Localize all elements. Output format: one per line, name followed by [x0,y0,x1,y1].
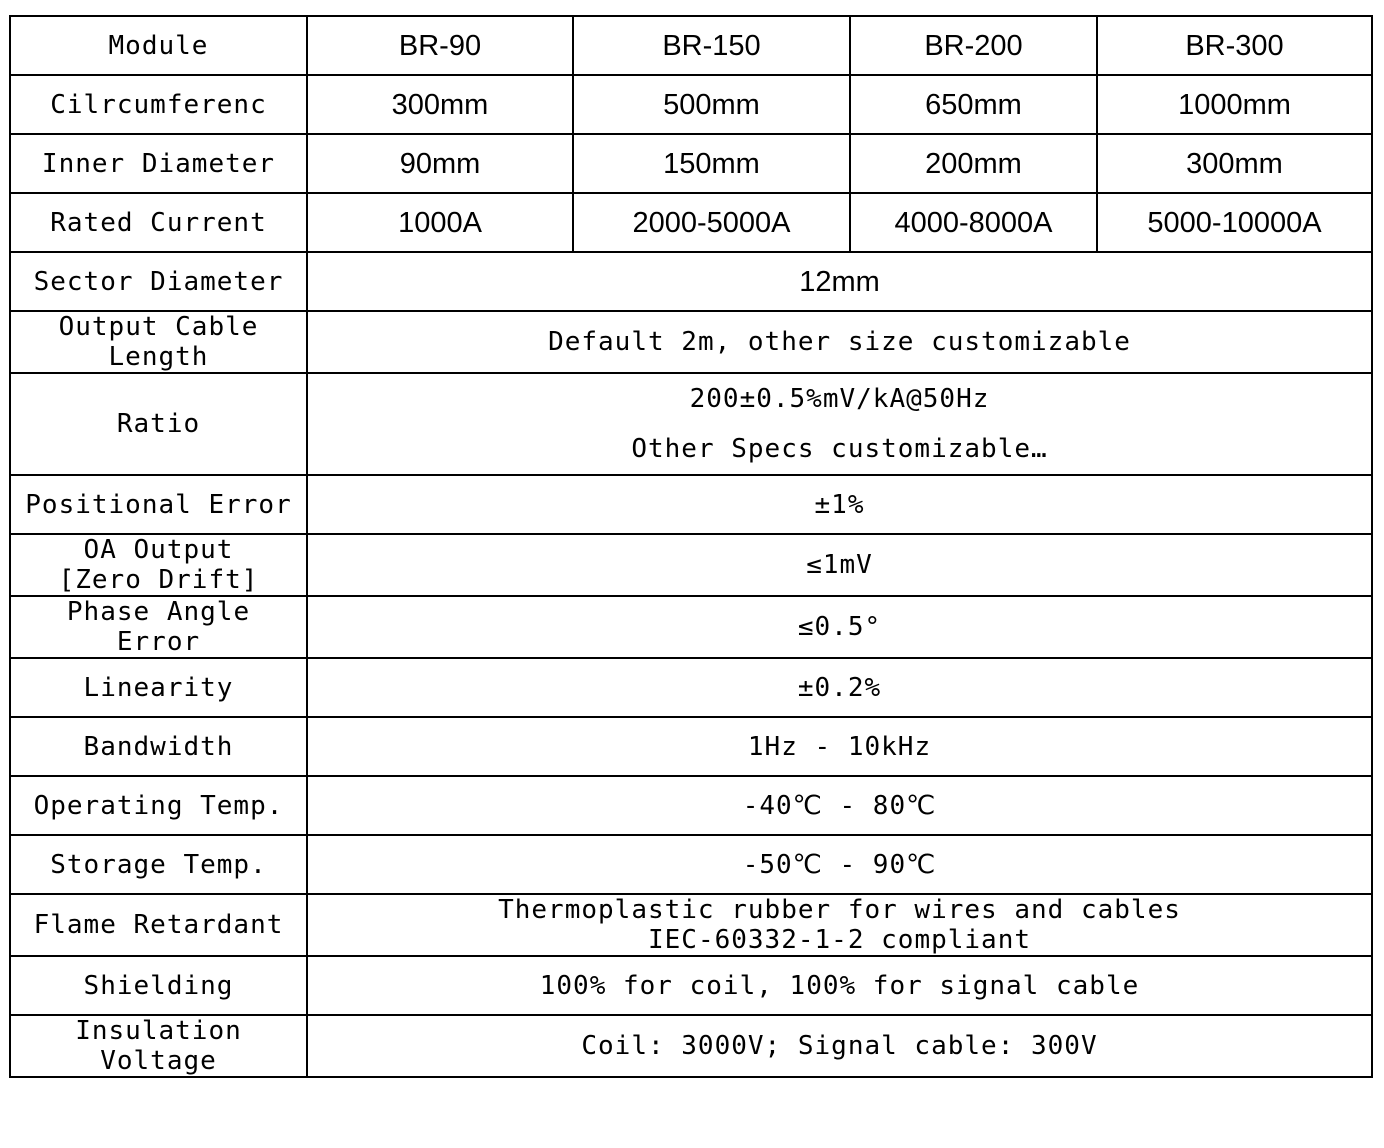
table-cell: ≤1mV [307,534,1372,596]
table-row-header [10,16,1372,75]
table-cell: 12mm [307,252,1372,311]
model-br-200: BR-200 [850,16,1097,75]
model-br-300: BR-300 [1097,16,1372,75]
table-cell: 1000mm [1097,75,1372,134]
table-row-linearity [10,658,1372,717]
row-label: Flame Retardant [10,894,307,956]
row-label: Ratio [10,373,307,475]
table-row-phase-angle-error [10,596,1372,658]
row-label-line: Error [116,627,201,657]
row-label: Rated Current [10,193,307,252]
row-label-line: Output Cable [58,312,259,342]
table-row-circumference [10,75,1372,134]
table-cell: 5000-10000A [1097,193,1372,252]
row-label: Sector Diameter [10,252,307,311]
row-label: Cilrcumferenc [10,75,307,134]
table-cell: 150mm [573,134,850,193]
table-cell: ±0.2% [307,658,1372,717]
row-label-line: OA Output [83,535,234,565]
table-row-oa-output [10,534,1372,596]
table-cell [307,894,1372,956]
row-label: Linearity [10,658,307,717]
table-cell: -50℃ - 90℃ [307,835,1372,894]
table-cell [307,373,1372,475]
table-cell: 4000-8000A [850,193,1097,252]
table-row-output-cable-length [10,311,1372,373]
table-row-operating-temp [10,776,1372,835]
table-cell: 2000-5000A [573,193,850,252]
row-label [10,311,307,373]
table-cell: -40℃ - 80℃ [307,776,1372,835]
model-br-90: BR-90 [307,16,573,75]
table-cell: 650mm [850,75,1097,134]
row-label-line: Phase Angle [66,597,251,627]
table-row-positional-error [10,475,1372,534]
table-cell: ±1% [307,475,1372,534]
model-br-150: BR-150 [573,16,850,75]
row-label-line: Length [108,342,209,372]
table-cell: 300mm [307,75,573,134]
table-cell: 200mm [850,134,1097,193]
table-row-rated-current [10,193,1372,252]
table-cell: 100% for coil, 100% for signal cable [307,956,1372,1015]
spec-table [9,15,1373,1078]
row-label [10,596,307,658]
row-label [10,534,307,596]
table-row-sector-diameter [10,252,1372,311]
table-row-bandwidth [10,717,1372,776]
table-cell: 90mm [307,134,573,193]
table-cell: Coil: 3000V; Signal cable: 300V [307,1015,1372,1077]
row-label: Storage Temp. [10,835,307,894]
table-cell: 500mm [573,75,850,134]
row-label: Operating Temp. [10,776,307,835]
header-label: Module [10,16,307,75]
row-label: Positional Error [10,475,307,534]
row-label: Insulation Voltage [10,1015,307,1077]
table-cell: 300mm [1097,134,1372,193]
table-row-ratio [10,373,1372,475]
table-row-shielding [10,956,1372,1015]
table-row-storage-temp [10,835,1372,894]
table-cell: 1000A [307,193,573,252]
row-label: Shielding [10,956,307,1015]
table-row-inner-diameter [10,134,1372,193]
flame-standard: IEC-60332-1-2 compliant [647,925,1032,955]
ratio-value: 200±0.5%mV/kA@50Hz [689,384,990,414]
table-cell: ≤0.5° [307,596,1372,658]
row-label: Inner Diameter [10,134,307,193]
table-row-flame-retardant [10,894,1372,956]
table-row-insulation-voltage [10,1015,1372,1077]
flame-material: Thermoplastic rubber for wires and cables [498,895,1181,925]
row-label: Bandwidth [10,717,307,776]
ratio-note: Other Specs customizable… [631,434,1048,464]
table-cell: 1Hz - 10kHz [307,717,1372,776]
row-label-line: [Zero Drift] [58,565,259,595]
table-cell: Default 2m, other size customizable [307,311,1372,373]
